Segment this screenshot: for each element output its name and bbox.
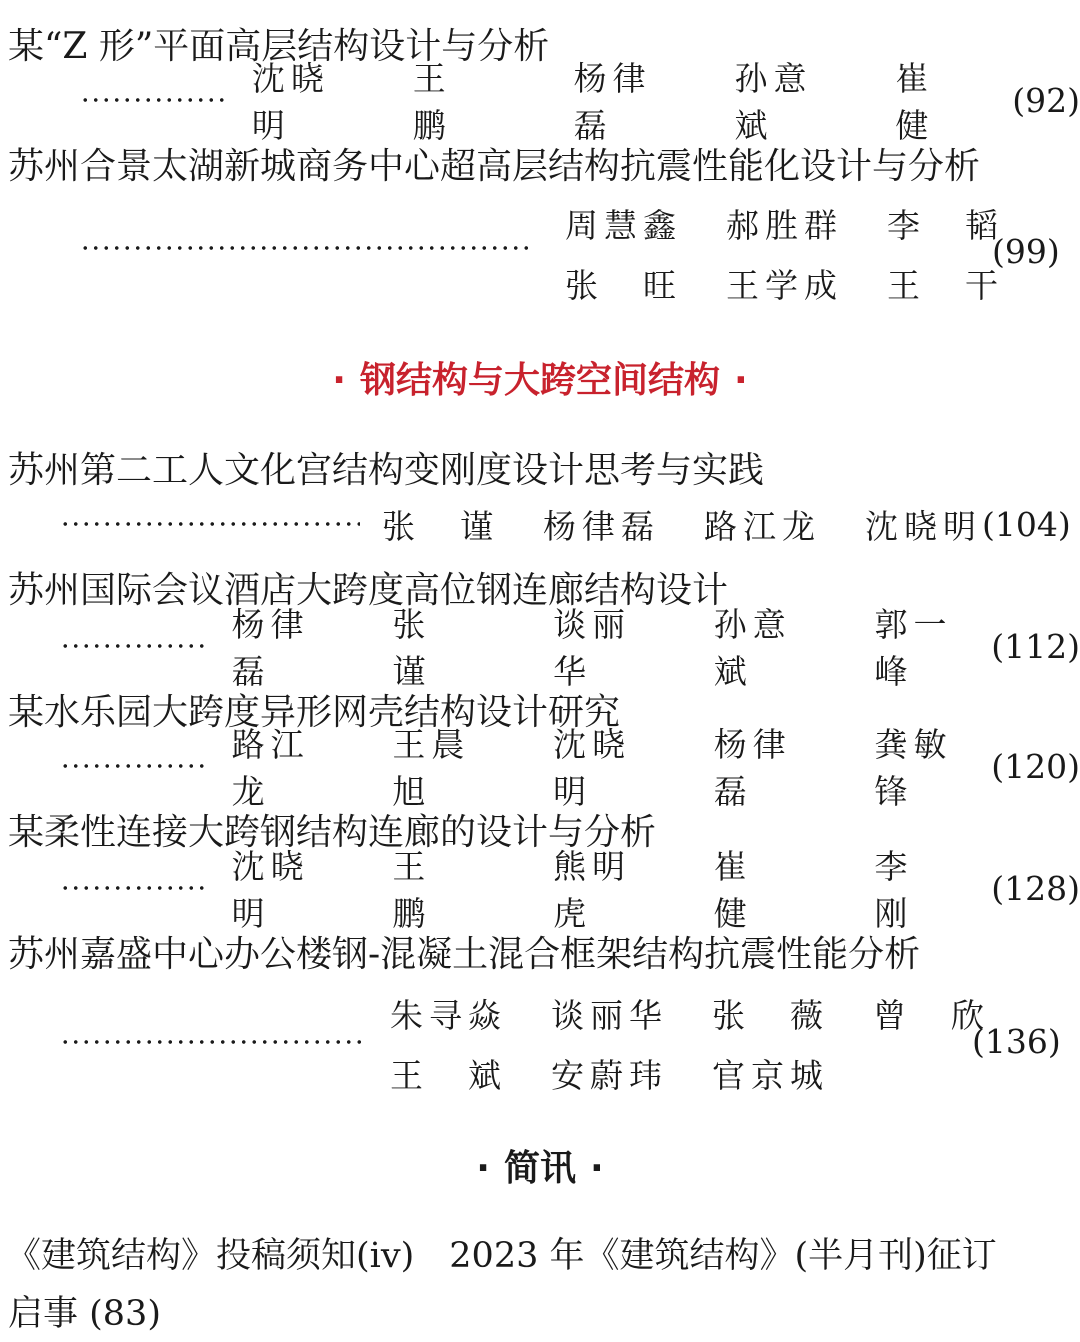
author-line bbox=[60, 847, 1080, 933]
author: 张 薇 bbox=[712, 996, 829, 1035]
author: 沈晓明 bbox=[865, 506, 982, 546]
author: 龚敏锋 bbox=[874, 725, 953, 811]
author: 李 韬 bbox=[887, 206, 1004, 245]
section-heading bbox=[0, 1140, 1080, 1191]
author-row bbox=[390, 1050, 829, 1097]
author: 张 谨 bbox=[382, 506, 499, 546]
author: 孙意斌 bbox=[734, 59, 813, 145]
author: 崔 健 bbox=[895, 59, 974, 145]
author: 沈晓明 bbox=[553, 725, 632, 811]
author-row bbox=[565, 260, 1004, 307]
leader-dots bbox=[80, 244, 532, 252]
author: 谈丽华 bbox=[553, 605, 632, 691]
article-title[interactable]: 苏州国际会议酒店大跨度高位钢连廊结构设计 bbox=[8, 570, 729, 611]
author: 张 谨 bbox=[392, 605, 471, 691]
article-title[interactable]: 某“Z 形”平面高层结构设计与分析 bbox=[8, 26, 550, 67]
author-line bbox=[60, 605, 1080, 691]
bullet-icon: · bbox=[476, 1148, 490, 1189]
page-number: (99) bbox=[992, 232, 1060, 271]
author-row bbox=[390, 990, 990, 1037]
page-number: (104) bbox=[982, 504, 1071, 544]
author-block bbox=[0, 192, 1080, 312]
news-line[interactable]: 《建筑结构》投稿须知(iv) 2023 年《建筑结构》(半月刊)征订 bbox=[6, 1236, 997, 1276]
leader-dots bbox=[60, 762, 210, 770]
author: 沈晓明 bbox=[251, 59, 330, 145]
bullet-icon: · bbox=[734, 360, 748, 401]
author: 王学成 bbox=[726, 266, 843, 305]
author: 郝胜群 bbox=[726, 206, 843, 245]
page-number: (136) bbox=[972, 1022, 1061, 1061]
article-title[interactable]: 某水乐园大跨度异形网壳结构设计研究 bbox=[8, 692, 621, 733]
page-number: (128) bbox=[991, 868, 1080, 908]
news-line[interactable]: 启事 (83) bbox=[8, 1294, 161, 1334]
author: 张 旺 bbox=[565, 266, 682, 305]
bullet-icon: · bbox=[590, 1148, 604, 1189]
author: 官京城 bbox=[712, 1056, 829, 1095]
section-heading-text: 钢结构与大跨空间结构 bbox=[359, 360, 720, 401]
author: 杨律磊 bbox=[231, 605, 310, 691]
author: 王 鹏 bbox=[412, 59, 491, 145]
author: 周慧鑫 bbox=[565, 206, 682, 245]
author: 崔 健 bbox=[713, 847, 792, 933]
author: 曾 欣 bbox=[873, 996, 990, 1035]
author-line bbox=[80, 59, 1080, 145]
author-line bbox=[60, 500, 1071, 548]
author: 王 斌 bbox=[390, 1056, 507, 1095]
author: 王 鹏 bbox=[392, 847, 471, 933]
author: 熊明虎 bbox=[553, 847, 632, 933]
author-line bbox=[60, 725, 1080, 811]
author-block bbox=[0, 980, 1080, 1100]
author: 王晨旭 bbox=[392, 725, 471, 811]
article-title[interactable]: 某柔性连接大跨钢结构连廊的设计与分析 bbox=[8, 812, 657, 853]
leader-dots bbox=[80, 96, 230, 104]
author: 郭一峰 bbox=[874, 605, 953, 691]
leader-dots bbox=[60, 520, 360, 528]
author: 杨律磊 bbox=[543, 506, 660, 546]
author: 路江龙 bbox=[704, 506, 821, 546]
author: 王 干 bbox=[887, 266, 1004, 305]
page-number: (92) bbox=[1012, 80, 1080, 120]
bullet-icon: · bbox=[332, 360, 346, 401]
page-number: (112) bbox=[991, 626, 1080, 666]
article-title[interactable]: 苏州合景太湖新城商务中心超高层结构抗震性能化设计与分析 bbox=[8, 146, 981, 187]
author: 李 刚 bbox=[874, 847, 953, 933]
leader-dots bbox=[60, 642, 210, 650]
author: 杨律磊 bbox=[573, 59, 652, 145]
author: 杨律磊 bbox=[713, 725, 792, 811]
article-title[interactable]: 苏州第二工人文化宫结构变刚度设计思考与实践 bbox=[8, 450, 765, 491]
author: 路江龙 bbox=[231, 725, 310, 811]
author: 安蔚玮 bbox=[551, 1056, 668, 1095]
leader-dots bbox=[60, 884, 210, 892]
page-number: (120) bbox=[991, 746, 1080, 786]
author: 沈晓明 bbox=[231, 847, 310, 933]
author: 谈丽华 bbox=[551, 996, 668, 1035]
author: 朱寻焱 bbox=[390, 996, 507, 1035]
author-row bbox=[565, 200, 1004, 247]
section-heading bbox=[0, 352, 1080, 403]
article-title[interactable]: 苏州嘉盛中心办公楼钢-混凝土混合框架结构抗震性能分析 bbox=[8, 934, 921, 975]
author: 孙意斌 bbox=[713, 605, 792, 691]
leader-dots bbox=[60, 1038, 362, 1046]
section-heading-text: 简讯 bbox=[503, 1148, 576, 1189]
